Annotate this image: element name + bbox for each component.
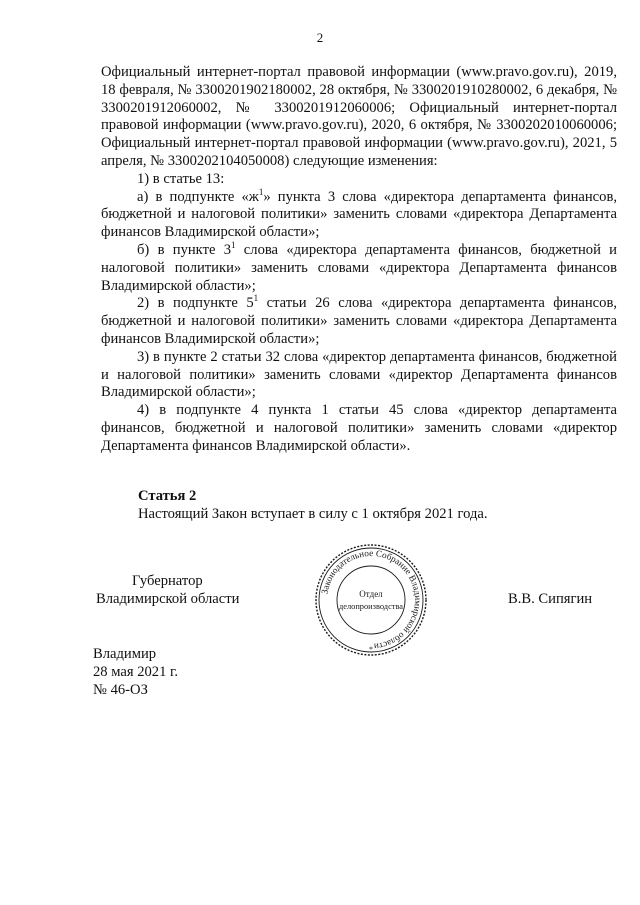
subitem-b-text-end: слова «директора департамента финансов, бюджетной и налоговой политики» заменить словами «директора Департамента финансов Владимирской области»;	[101, 241, 617, 294]
footer-date: 28 мая 2021 г.	[93, 664, 179, 680]
footer-number: № 46-ОЗ	[93, 682, 148, 698]
seal-ring-text	[319, 548, 423, 652]
item-article-13	[101, 171, 617, 189]
footer-city: Владимир	[93, 646, 157, 662]
item-2	[101, 295, 617, 348]
page-number: 2	[316, 30, 324, 45]
governor-region: Владимирской области	[96, 591, 240, 607]
seal-outer-ring	[316, 545, 426, 655]
superscript: 1	[258, 186, 264, 197]
article-2	[138, 487, 488, 523]
seal-inner-ring	[337, 566, 405, 634]
item-1-text: 1) в статье 13:	[137, 170, 225, 187]
article-text: Настоящий Закон вступает в силу с 1 октября 2021 года.	[138, 506, 488, 522]
item-4-text: 4) в подпункте 4 пункта 1 статьи 45 слова «директор департамента финансов, бюджетной и налоговой политики» заменить словами «директор Департамента финансов Владимирской области».	[101, 402, 617, 454]
signer-name: В.В. Сипягин	[508, 591, 593, 607]
seal-star-icon: *	[369, 645, 373, 654]
superscript: 1	[231, 240, 236, 251]
item-2-text-end: статьи 26 слова «директора департамента финансов, бюджетной и налоговой политики» заменить словами «директора Департамента финансов Владимирской области»;	[101, 295, 617, 347]
intro-text: Официальный интернет-портал правовой информации (www.pravo.gov.ru), 2019, 18 февраля, № 3300201902180002, 28 октября, № 3300201910280002, 6 декабря, № 3300201912060002, № 3300201912060006; Официальный интернет-портал правовой информации (www.pravo.gov.ru), 2020, 6 октября, № 3300202010060006; Официальный интернет-портал правовой информации (www.pravo.gov.ru), 2021, 5 апреля, № 3300202104050008) следующие изменения:	[101, 64, 617, 169]
item-3-text: 3) в пункте 2 статьи 32 слова «директор департамента финансов, бюджетной и налоговой политики» заменить словами «директор Департамента финансов Владимирской области»;	[101, 348, 617, 401]
subitem-a	[101, 186, 617, 242]
article-title: Статья 2	[138, 488, 197, 504]
item-4	[101, 402, 617, 455]
seal-ring-textpath: Законодательное Собрание Владимирской области	[319, 547, 424, 652]
law-body	[101, 64, 617, 456]
item-2-text-start: 2) в подпункте 5	[137, 295, 254, 312]
governor-title: Губернатор	[132, 573, 203, 589]
official-seal-stamp	[313, 542, 429, 658]
item-3	[101, 349, 617, 402]
subitem-b-text-start: б) в пункте 3	[137, 241, 232, 258]
seal-center-line1: Отдел	[359, 589, 383, 599]
document-footer	[93, 645, 178, 699]
superscript: 1	[253, 293, 259, 304]
amendment-intro	[101, 64, 617, 171]
subitem-a-text-end: » пункта 3 слова «директора департамента финансов, бюджетной и налоговой политики» заменить словами «директора Департамента финансов Владимирской области»;	[101, 188, 617, 241]
seal-center-line2: делопроизводства	[338, 602, 404, 611]
subitem-a-text-start: а) в подпункте «ж	[137, 188, 259, 205]
subitem-b	[101, 242, 617, 295]
